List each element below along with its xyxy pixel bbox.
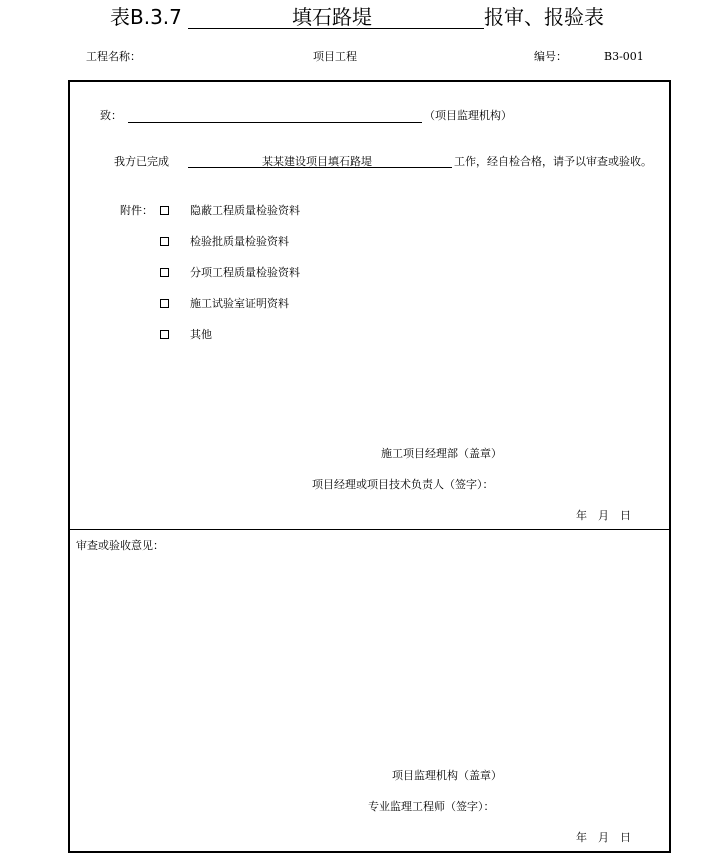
supervisor-stamp-label: 项目监理机构（盖章）	[392, 769, 502, 782]
section-divider	[68, 529, 671, 530]
attachment-checkbox-4[interactable]	[160, 299, 169, 308]
attachment-checkbox-2[interactable]	[160, 237, 169, 246]
form-number: 表B.3.7	[110, 5, 182, 29]
title-underline	[188, 28, 484, 29]
to-recipient-line[interactable]	[128, 122, 422, 123]
opinion-label: 审查或验收意见：	[76, 539, 164, 552]
to-suffix: （项目监理机构）	[424, 109, 512, 122]
form-frame	[68, 80, 671, 853]
attachment-label-1: 隐蔽工程质量检验资料	[190, 204, 300, 217]
attachment-label-5: 其他	[190, 328, 212, 341]
attachment-label-3: 分项工程质量检验资料	[190, 266, 300, 279]
number-label: 编号：	[534, 50, 567, 63]
attachment-checkbox-1[interactable]	[160, 206, 169, 215]
attachment-checkbox-5[interactable]	[160, 330, 169, 339]
completed-suffix: 工作，经自检合格，请予以审查或验收。	[454, 155, 652, 168]
supervisor-date: 年 月 日	[576, 831, 631, 844]
form-subject: 填石路堤	[292, 5, 372, 29]
attachment-checkbox-3[interactable]	[160, 268, 169, 277]
form-title-suffix: 报审、报验表	[484, 5, 604, 29]
project-name-value: 项目工程	[313, 50, 357, 63]
to-label: 致：	[100, 109, 122, 122]
contractor-stamp-label: 施工项目经理部（盖章）	[381, 447, 502, 460]
attachment-label-4: 施工试验室证明资料	[190, 297, 289, 310]
contractor-signer-label: 项目经理或项目技术负责人（签字）：	[312, 478, 494, 491]
number-value: B3-001	[604, 50, 644, 63]
attachment-label-2: 检验批质量检验资料	[190, 235, 289, 248]
completed-prefix: 我方已完成	[114, 155, 169, 168]
completed-work-line	[188, 167, 452, 168]
attachments-label: 附件：	[120, 204, 153, 217]
project-name-label: 工程名称：	[86, 50, 141, 63]
completed-work[interactable]: 某某建设项目填石路堤	[262, 155, 372, 168]
contractor-date: 年 月 日	[576, 509, 631, 522]
supervisor-signer-label: 专业监理工程师（签字）：	[368, 800, 495, 813]
